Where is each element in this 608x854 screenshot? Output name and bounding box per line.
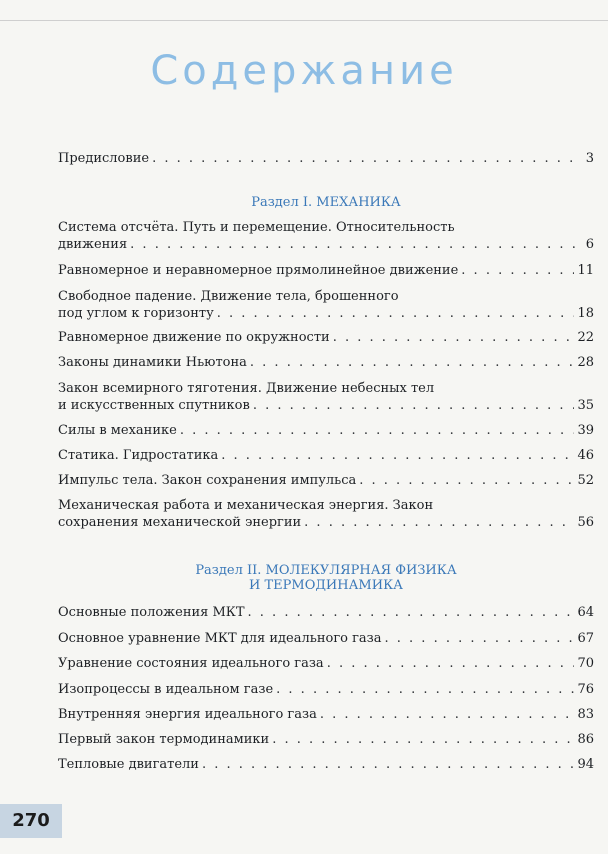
toc-entry[interactable]: Механическая работа и механическая энергия. Закон сохранения механической энергии . . . 56 (58, 497, 594, 531)
page-ref: 18 (577, 306, 594, 321)
page-ref: 94 (577, 757, 594, 772)
page-ref: 28 (577, 355, 594, 370)
toc-entry[interactable]: Законы динамики Ньютона . . . 28 (58, 354, 594, 371)
toc-entry[interactable]: Первый закон термодинамики . . . 86 (58, 731, 594, 748)
page-ref: 22 (577, 330, 594, 345)
toc-entry[interactable]: Система отсчёта. Путь и перемещение. Относительность движения . . . 6 (58, 219, 594, 253)
toc-entry[interactable]: Закон всемирного тяготения. Движение небесных тел и искусственных спутников . . . 35 (58, 380, 594, 414)
page-number: 270 (0, 804, 62, 838)
toc-entry[interactable]: Равномерное движение по окружности . . . 22 (58, 329, 594, 346)
section-heading: Раздел II. МОЛЕКУЛЯРНАЯ ФИЗИКА И ТЕРМОДИНАМИКА (195, 563, 457, 593)
toc-entry[interactable]: Статика. Гидростатика . . . 46 (58, 447, 594, 464)
page-ref: 86 (577, 732, 594, 747)
toc-entry[interactable]: Тепловые двигатели . . . 94 (58, 756, 594, 773)
page-ref: 46 (577, 448, 594, 463)
page-ref: 52 (577, 473, 594, 488)
page-title: Содержание (150, 48, 458, 94)
toc-entry[interactable]: Основное уравнение МКТ для идеального газа . . . 67 (58, 630, 594, 647)
section-heading: Раздел I. МЕХАНИКА (251, 195, 401, 210)
page-ref: 35 (577, 398, 594, 413)
toc-entry[interactable]: Изопроцессы в идеальном газе . . . 76 (58, 681, 594, 698)
toc-entry[interactable]: Импульс тела. Закон сохранения импульса . . . 52 (58, 472, 594, 489)
toc-entry[interactable]: Внутренняя энергия идеального газа . . . 83 (58, 706, 594, 723)
toc-entry[interactable]: Равномерное и неравномерное прямолинейное движение . . . 11 (58, 262, 594, 279)
page-ref: 64 (577, 605, 594, 620)
top-divider (0, 20, 608, 21)
toc-entry[interactable]: Уравнение состояния идеального газа . . . 70 (58, 655, 594, 672)
page-ref: 3 (585, 151, 594, 166)
toc-entry[interactable]: Предисловие . . . 3 (58, 150, 594, 167)
page-ref: 6 (585, 237, 594, 252)
page-ref: 56 (577, 515, 594, 530)
toc-entry[interactable]: Силы в механике . . . 39 (58, 422, 594, 439)
page-ref: 83 (577, 707, 594, 722)
page-ref: 67 (577, 631, 594, 646)
page-ref: 39 (577, 423, 594, 438)
toc-entry[interactable]: Свободное падение. Движение тела, брошенного под углом к горизонту . . . 18 (58, 288, 594, 322)
toc-entry[interactable]: Основные положения МКТ . . . 64 (58, 604, 594, 621)
page-ref: 70 (577, 656, 594, 671)
page-ref: 11 (577, 263, 594, 278)
page-ref: 76 (577, 682, 594, 697)
